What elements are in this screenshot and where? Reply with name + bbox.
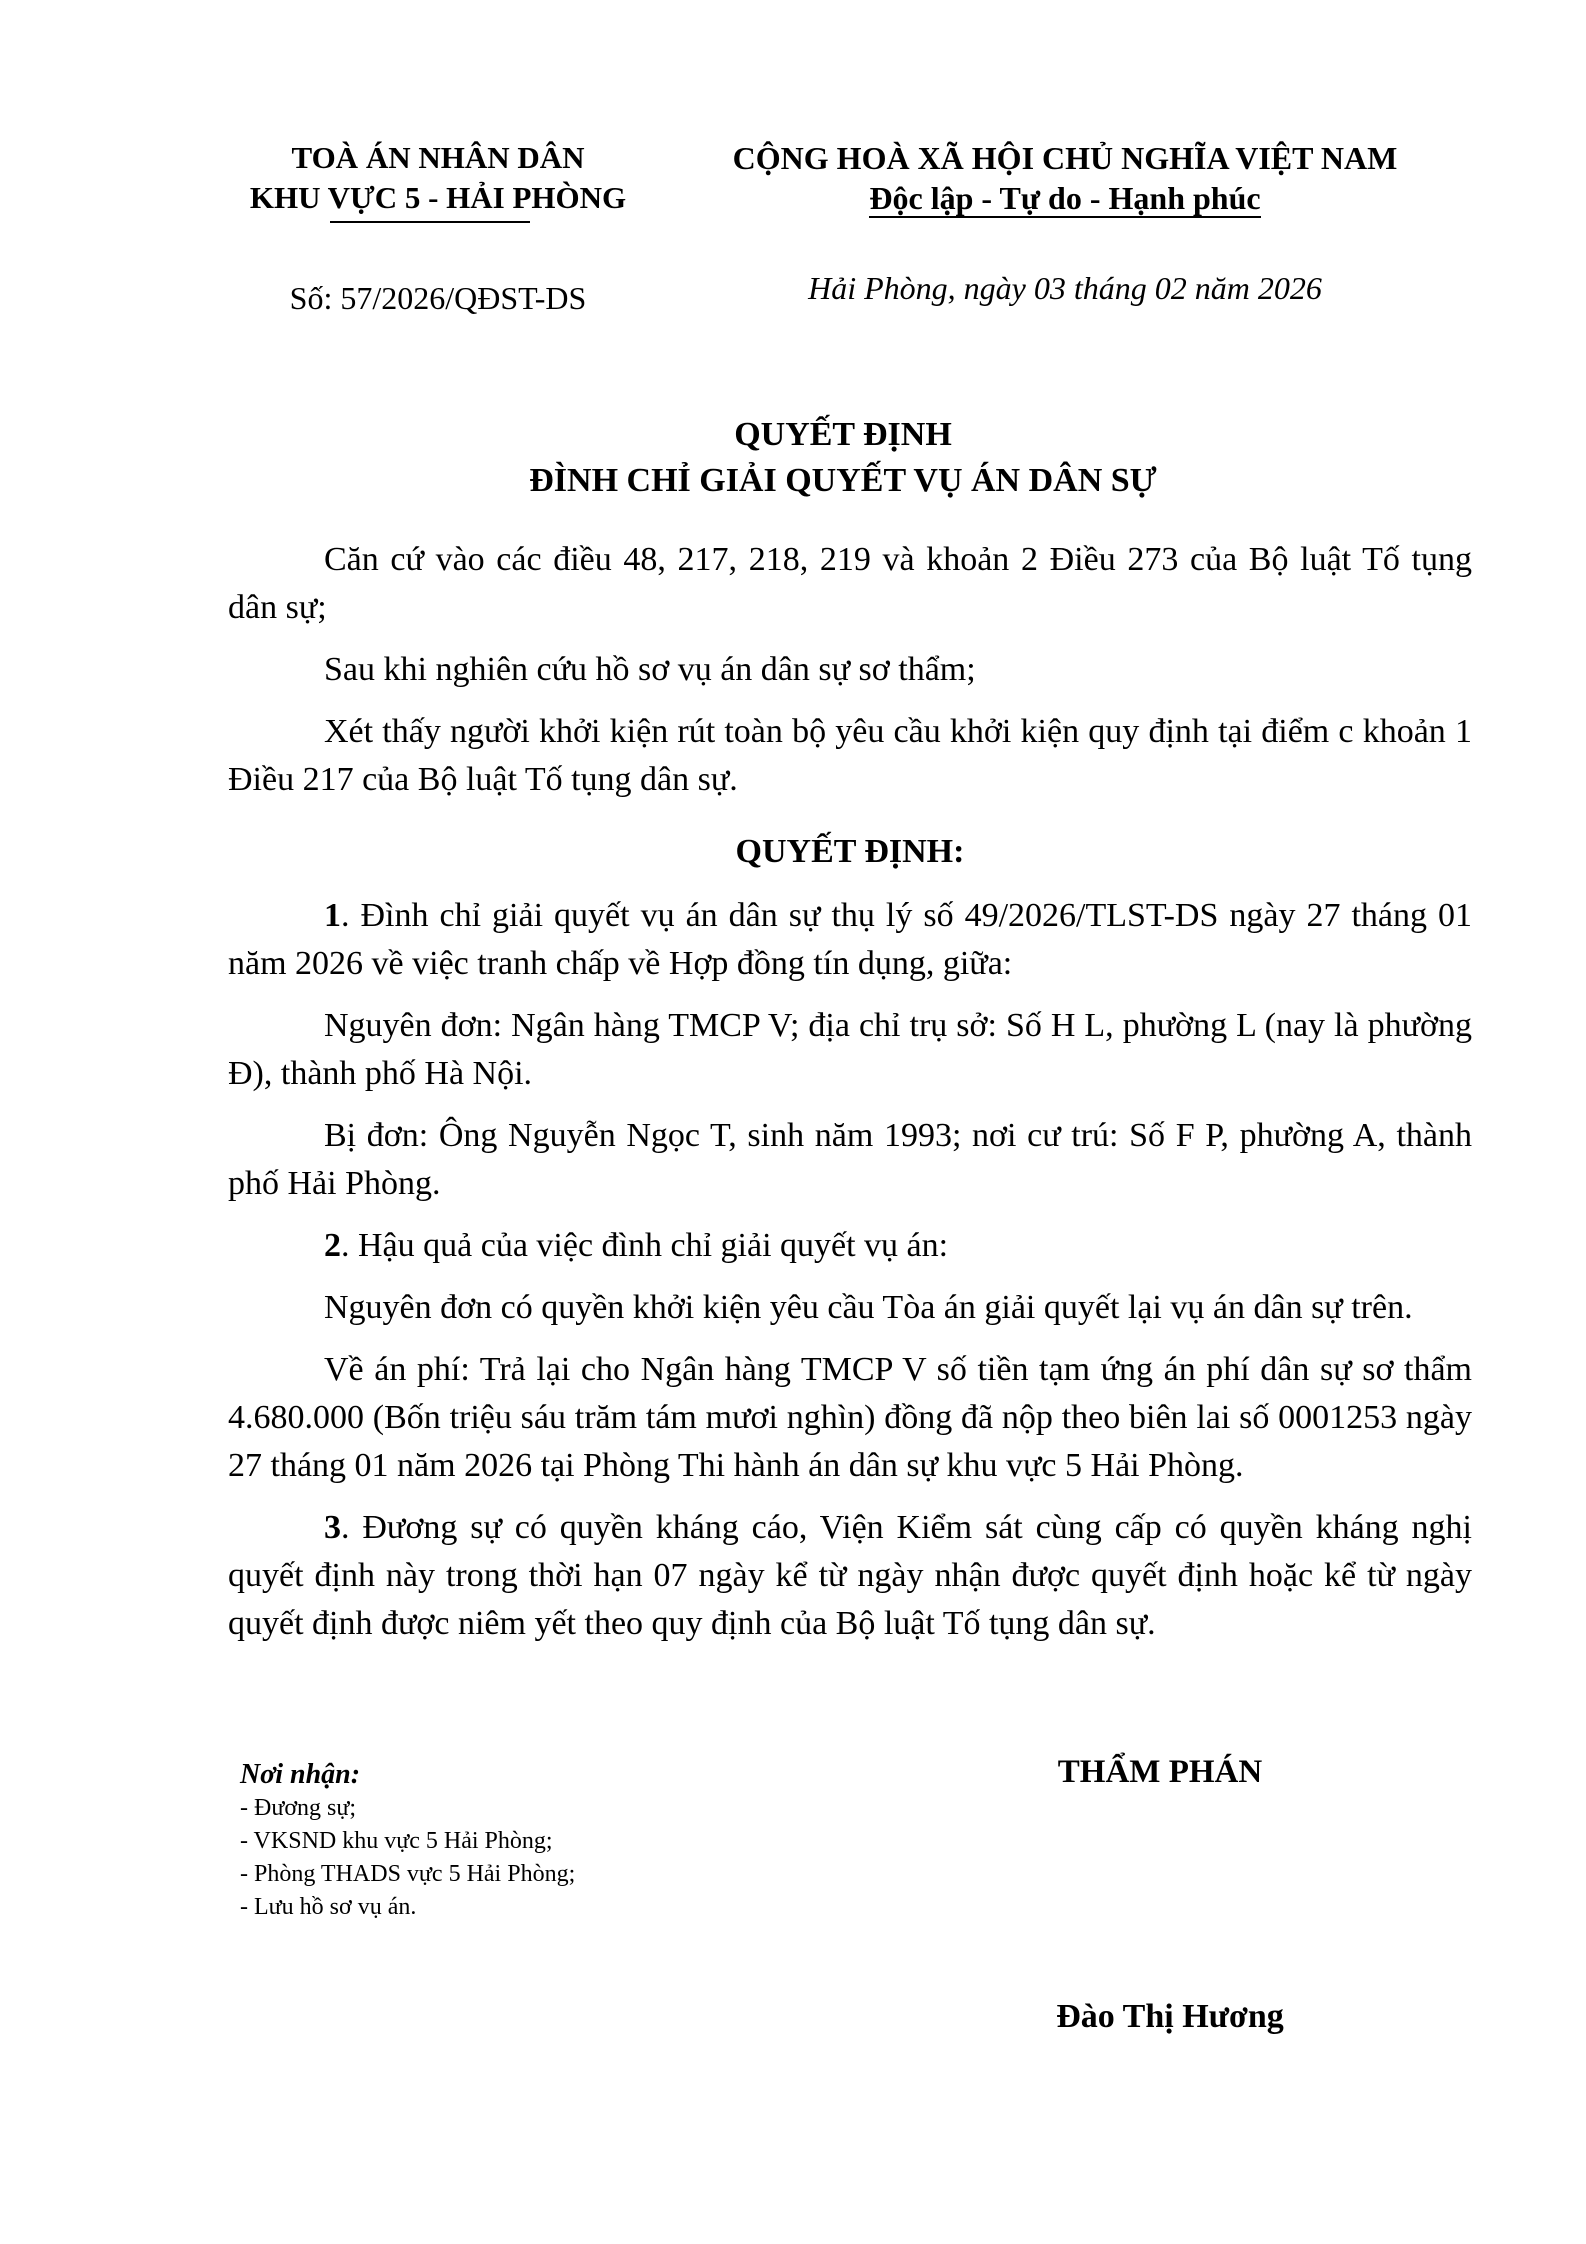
recipient-item: - Đương sự; (240, 1795, 357, 1821)
court-name: TOÀ ÁN NHÂN DÂN (291, 140, 585, 175)
defendant: Bị đơn: Ông Nguyễn Ngọc T, sinh năm 1993; nơi cư trú: Số F P, phường A, thành phố Hải Phòng. (228, 1117, 1472, 1202)
nation-header (695, 138, 1435, 218)
national-motto: Độc lập - Tự do - Hạnh phúc (869, 180, 1261, 216)
item-3-text: . Đương sự có quyền kháng cáo, Viện Kiểm sát cùng cấp có quyền kháng nghị quyết định này trong thời hạn 07 ngày kể từ ngày nhận được quyết định hoặc kể từ ngày quyết định được niêm yết theo quy định của Bộ luật Tố tụng dân sự. (228, 1509, 1472, 1642)
signer-name: Đào Thị Hương (1056, 1998, 1284, 2035)
court-region: KHU VỰC 5 - HẢI PHÒNG (249, 180, 627, 215)
item-1 (228, 892, 1472, 988)
recipient-item: - Phòng THADS vực 5 Hải Phòng; (240, 1861, 576, 1887)
item-2 (228, 1222, 1472, 1270)
nation-name: CỘNG HOÀ XÃ HỘI CHỦ NGHĨA VIỆT NAM (732, 140, 1398, 176)
item-2-number: 2 (324, 1227, 341, 1264)
court-header (218, 138, 658, 218)
document-number: Số: 57/2026/QĐST-DS (289, 280, 587, 316)
item-1-number: 1 (324, 897, 341, 934)
preamble-legal-basis: Căn cứ vào các điều 48, 217, 218, 219 và khoản 2 Điều 273 của Bộ luật Tố tụng dân sự; (228, 541, 1472, 626)
recipients-block (240, 1758, 840, 1924)
decision-items (228, 892, 1472, 1648)
signer-title: THẨM PHÁN (1057, 1754, 1263, 1790)
item-3-number: 3 (324, 1509, 341, 1546)
item-2-text: . Hậu quả của việc đình chỉ giải quyết vụ án: (341, 1227, 949, 1264)
item-1-text: . Đình chỉ giải quyết vụ án dân sự thụ lý số 49/2026/TLST-DS ngày 27 tháng 01 năm 2026 về việc tranh chấp về Hợp đồng tín dụng, giữa: (228, 897, 1472, 982)
document-title (218, 412, 1468, 504)
item-2-right-to-sue: Nguyên đơn có quyền khởi kiện yêu cầu Tòa án giải quyết lại vụ án dân sự trên. (324, 1289, 1413, 1326)
recipient-item: - VKSND khu vực 5 Hải Phòng; (240, 1828, 553, 1854)
title-line-1: QUYẾT ĐỊNH (734, 416, 952, 453)
preamble (228, 536, 1472, 804)
recipient-item: - Lưu hồ sơ vụ án. (240, 1894, 417, 1920)
preamble-review: Sau khi nghiên cứu hồ sơ vụ án dân sự sơ thẩm; (324, 651, 976, 688)
court-header-underline (330, 221, 530, 223)
plaintiff: Nguyên đơn: Ngân hàng TMCP V; địa chỉ trụ sở: Số H L, phường L (nay là phường Đ), thành phố Hà Nội. (228, 1007, 1472, 1092)
item-3 (228, 1504, 1472, 1648)
item-2-court-fee: Về án phí: Trả lại cho Ngân hàng TMCP V số tiền tạm ứng án phí dân sự sơ thẩm 4.680.000 (Bốn triệu sáu trăm tám mươi nghìn) đồng đã nộp theo biên lai số 0001253 ngày 27 tháng 01 năm 2026 tại Phòng Thi hành án dân sự khu vực 5 Hải Phòng. (228, 1351, 1472, 1484)
title-line-2: ĐÌNH CHỈ GIẢI QUYẾT VỤ ÁN DÂN SỰ (529, 462, 1157, 499)
place-and-date: Hải Phòng, ngày 03 tháng 02 năm 2026 (808, 270, 1322, 306)
decision-heading: QUYẾT ĐỊNH: (735, 833, 965, 870)
preamble-consideration: Xét thấy người khởi kiện rút toàn bộ yêu cầu khởi kiện quy định tại điểm c khoản 1 Điều 217 của Bộ luật Tố tụng dân sự. (228, 713, 1472, 798)
recipients-title: Nơi nhận: (240, 1759, 361, 1790)
